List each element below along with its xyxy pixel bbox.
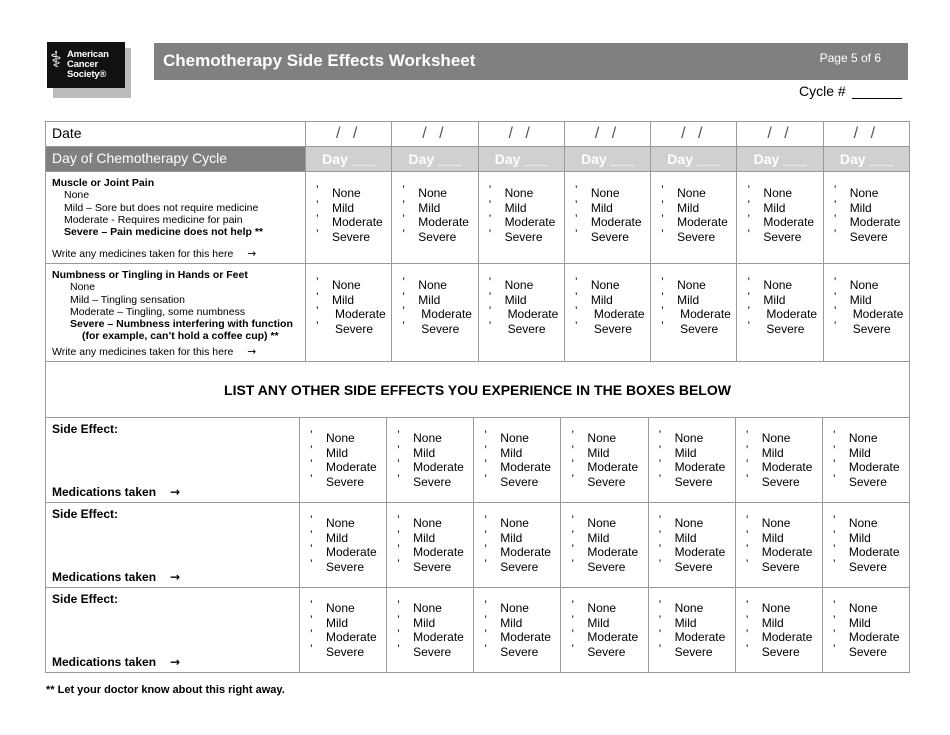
- severity-options: [478, 264, 564, 362]
- option-mild[interactable]: ’ Mild: [661, 293, 736, 308]
- option-mild[interactable]: ’ Mild: [834, 293, 909, 308]
- symptom-table: [45, 121, 910, 418]
- level-moderate: Moderate - Requires medicine for pain: [64, 213, 243, 226]
- option-severe[interactable]: ’ Severe: [575, 230, 650, 245]
- level-none: None: [70, 281, 96, 294]
- list-heading: LIST ANY OTHER SIDE EFFECTS YOU EXPERIENCE IN THE BOXES BELOW: [46, 362, 910, 418]
- option-mild[interactable]: ’ Mild: [659, 616, 735, 631]
- option-mild[interactable]: ’ Mild: [746, 446, 822, 461]
- option-mild[interactable]: ’ Mild: [397, 531, 473, 546]
- option-moderate[interactable]: ’ Moderate: [659, 630, 735, 645]
- option-moderate[interactable]: ’ Moderate: [316, 215, 391, 230]
- option-moderate[interactable]: ’ Moderate: [659, 460, 735, 475]
- severity-options: [823, 264, 909, 362]
- option-mild[interactable]: ’ Mild: [316, 293, 391, 308]
- option-moderate[interactable]: ’ Moderate: [397, 545, 473, 560]
- option-moderate[interactable]: ’ Moderate: [489, 307, 564, 322]
- symptom-title: Muscle or Joint Pain: [52, 177, 155, 189]
- date-label: Date: [46, 122, 306, 147]
- day-cell[interactable]: Day ___: [823, 147, 909, 172]
- severity-options: [474, 588, 561, 673]
- option-none[interactable]: ’ None: [489, 278, 564, 293]
- option-mild[interactable]: ’ Mild: [747, 293, 822, 308]
- severity-options: [651, 264, 737, 362]
- option-mild[interactable]: ’ Mild: [310, 616, 386, 631]
- option-moderate[interactable]: ’ Moderate: [747, 215, 822, 230]
- option-severe[interactable]: ’ Severe: [310, 560, 386, 575]
- level-severe-example: (for example, can’t hold a coffee cup) **: [82, 330, 279, 343]
- option-severe[interactable]: ’ Severe: [659, 475, 735, 490]
- level-mild: Mild – Sore but does not require medicine: [64, 201, 259, 214]
- option-severe[interactable]: ’ Severe: [833, 475, 909, 490]
- option-moderate[interactable]: ’ Moderate: [833, 630, 909, 645]
- option-moderate[interactable]: ’ Moderate: [833, 460, 909, 475]
- numbness-description: [46, 264, 306, 362]
- option-moderate[interactable]: ’ Moderate: [746, 460, 822, 475]
- date-cell[interactable]: / /: [737, 122, 823, 147]
- option-none[interactable]: ’ None: [747, 186, 822, 201]
- side-effect-label: Side Effect:: [52, 422, 119, 436]
- arrow-right-icon: →: [170, 485, 181, 499]
- severity-options: [823, 172, 909, 264]
- option-mild[interactable]: ’ Mild: [834, 201, 909, 216]
- severity-options: [651, 172, 737, 264]
- medications-taken-label: [52, 655, 180, 669]
- torch-icon: ⚕: [50, 48, 62, 73]
- date-cell[interactable]: / /: [306, 122, 392, 147]
- option-severe[interactable]: ’ Severe: [484, 560, 560, 575]
- severity-options: [822, 503, 909, 588]
- option-none[interactable]: ’ None: [310, 431, 386, 446]
- option-severe[interactable]: ’ Severe: [659, 645, 735, 660]
- day-cell[interactable]: Day ___: [306, 147, 392, 172]
- muscle-pain-description: [46, 172, 306, 264]
- option-severe[interactable]: ’ Severe: [746, 645, 822, 660]
- option-none[interactable]: ’ None: [484, 516, 560, 531]
- severity-options: [474, 418, 561, 503]
- severity-options: [392, 264, 478, 362]
- option-none[interactable]: ’ None: [833, 431, 909, 446]
- date-row: [46, 122, 910, 147]
- option-severe[interactable]: ’ Severe: [402, 322, 477, 337]
- severity-options: [561, 588, 648, 673]
- severity-options: [474, 503, 561, 588]
- option-severe[interactable]: ’ Severe: [834, 322, 909, 337]
- option-moderate[interactable]: ’ Moderate: [397, 460, 473, 475]
- option-none[interactable]: ’ None: [659, 516, 735, 531]
- severity-options: [387, 418, 474, 503]
- arrow-right-icon: →: [247, 345, 257, 358]
- severity-options: [564, 172, 650, 264]
- option-moderate[interactable]: ’ Moderate: [659, 545, 735, 560]
- medications-taken-label: [52, 485, 180, 499]
- option-none[interactable]: ’ None: [397, 601, 473, 616]
- option-severe[interactable]: ’ Severe: [571, 475, 647, 490]
- arrow-right-icon: →: [170, 655, 181, 669]
- write-medicines-text: Write any medicines taken for this here: [52, 247, 234, 260]
- severity-options: [387, 588, 474, 673]
- option-mild[interactable]: ’ Mild: [575, 201, 650, 216]
- side-effect-entry[interactable]: [46, 503, 300, 588]
- option-moderate[interactable]: ’ Moderate: [833, 545, 909, 560]
- side-effect-row: [46, 418, 910, 503]
- option-moderate[interactable]: ’ Moderate: [310, 630, 386, 645]
- medications-taken-label: [52, 570, 180, 584]
- write-medicines-note: [52, 346, 256, 358]
- option-none[interactable]: ’ None: [575, 278, 650, 293]
- option-severe[interactable]: ’ Severe: [746, 475, 822, 490]
- option-mild[interactable]: ’ Mild: [659, 531, 735, 546]
- option-severe[interactable]: ’ Severe: [747, 322, 822, 337]
- list-heading-row: [46, 362, 910, 418]
- logo-line-3: Society®: [67, 69, 107, 80]
- option-none[interactable]: ’ None: [316, 186, 391, 201]
- option-moderate[interactable]: ’ Moderate: [489, 215, 564, 230]
- option-mild[interactable]: ’ Mild: [310, 446, 386, 461]
- option-none[interactable]: ’ None: [310, 601, 386, 616]
- option-none[interactable]: ’ None: [397, 516, 473, 531]
- severity-options: [648, 588, 735, 673]
- american-cancer-society-logo: [47, 42, 129, 98]
- option-mild[interactable]: ’ Mild: [833, 446, 909, 461]
- option-none[interactable]: ’ None: [661, 186, 736, 201]
- option-none[interactable]: ’ None: [834, 278, 909, 293]
- side-effect-entry[interactable]: [46, 418, 300, 503]
- muscle-pain-row: [46, 172, 910, 264]
- option-mild[interactable]: ’ Mild: [659, 446, 735, 461]
- page-number: Page 5 of 6: [819, 51, 881, 65]
- severity-options: [737, 172, 823, 264]
- option-severe[interactable]: ’ Severe: [316, 322, 391, 337]
- option-severe[interactable]: ’ Severe: [484, 475, 560, 490]
- symptom-title: Numbness or Tingling in Hands or Feet: [52, 269, 248, 281]
- option-moderate[interactable]: ’ Moderate: [834, 215, 909, 230]
- option-mild[interactable]: ’ Mild: [746, 616, 822, 631]
- level-mild: Mild – Tingling sensation: [70, 293, 185, 306]
- option-none[interactable]: ’ None: [397, 431, 473, 446]
- day-row: [46, 147, 910, 172]
- option-moderate[interactable]: ’ Moderate: [571, 460, 647, 475]
- option-severe[interactable]: ’ Severe: [316, 230, 391, 245]
- option-moderate[interactable]: ’ Moderate: [316, 307, 391, 322]
- severity-options: [300, 588, 387, 673]
- footnote: ** Let your doctor know about this right away.: [46, 684, 285, 696]
- level-severe: Severe – Numbness interfering with function: [70, 318, 293, 331]
- write-medicines-note: [52, 248, 256, 260]
- option-mild[interactable]: ’ Mild: [571, 446, 647, 461]
- day-cell[interactable]: Day ___: [651, 147, 737, 172]
- option-none[interactable]: ’ None: [833, 601, 909, 616]
- option-severe[interactable]: ’ Severe: [571, 645, 647, 660]
- option-mild[interactable]: ’ Mild: [571, 531, 647, 546]
- arrow-right-icon: →: [170, 570, 181, 584]
- option-moderate[interactable]: ’ Moderate: [571, 545, 647, 560]
- option-none[interactable]: ’ None: [310, 516, 386, 531]
- option-severe[interactable]: ’ Severe: [661, 230, 736, 245]
- date-cell[interactable]: / /: [392, 122, 478, 147]
- cycle-number-field: [799, 83, 902, 99]
- severity-options: [387, 503, 474, 588]
- option-none[interactable]: ’ None: [746, 431, 822, 446]
- option-moderate[interactable]: ’ Moderate: [402, 215, 477, 230]
- option-moderate[interactable]: ’ Moderate: [402, 307, 477, 322]
- option-mild[interactable]: ’ Mild: [746, 531, 822, 546]
- option-mild[interactable]: ’ Mild: [310, 531, 386, 546]
- side-effect-entry[interactable]: [46, 588, 300, 673]
- option-mild[interactable]: ’ Mild: [833, 616, 909, 631]
- severity-options: [648, 418, 735, 503]
- side-effect-label: Side Effect:: [52, 507, 119, 521]
- option-mild[interactable]: ’ Mild: [402, 293, 477, 308]
- option-severe[interactable]: ’ Severe: [310, 475, 386, 490]
- side-effect-row: [46, 588, 910, 673]
- option-none[interactable]: ’ None: [402, 186, 477, 201]
- date-cell[interactable]: / /: [478, 122, 564, 147]
- write-medicines-text: Write any medicines taken for this here: [52, 345, 234, 358]
- option-severe[interactable]: ’ Severe: [661, 322, 736, 337]
- side-effect-row: [46, 503, 910, 588]
- option-mild[interactable]: ’ Mild: [575, 293, 650, 308]
- arrow-right-icon: →: [247, 247, 257, 260]
- day-label: Day of Chemotherapy Cycle: [46, 147, 306, 172]
- medications-text: Medications taken: [52, 570, 157, 584]
- option-moderate[interactable]: ’ Moderate: [575, 307, 650, 322]
- option-mild[interactable]: ’ Mild: [571, 616, 647, 631]
- option-severe[interactable]: ’ Severe: [834, 230, 909, 245]
- option-mild[interactable]: ’ Mild: [397, 446, 473, 461]
- severity-options: [306, 264, 392, 362]
- level-none: None: [64, 189, 90, 202]
- option-none[interactable]: ’ None: [484, 431, 560, 446]
- level-moderate: Moderate – Tingling, some numbness: [70, 305, 246, 318]
- option-none[interactable]: ’ None: [661, 278, 736, 293]
- severity-options: [737, 264, 823, 362]
- day-cell[interactable]: Day ___: [478, 147, 564, 172]
- option-severe[interactable]: ’ Severe: [310, 645, 386, 660]
- option-none[interactable]: ’ None: [659, 431, 735, 446]
- option-none[interactable]: ’ None: [484, 601, 560, 616]
- other-side-effects-table: [45, 417, 910, 673]
- severity-options: [822, 588, 909, 673]
- page-title: Chemotherapy Side Effects Worksheet: [163, 51, 476, 70]
- severity-options: [735, 503, 822, 588]
- option-moderate[interactable]: ’ Moderate: [484, 630, 560, 645]
- day-cell[interactable]: Day ___: [392, 147, 478, 172]
- option-severe[interactable]: ’ Severe: [571, 560, 647, 575]
- option-severe[interactable]: ’ Severe: [402, 230, 477, 245]
- option-severe[interactable]: ’ Severe: [489, 322, 564, 337]
- option-none[interactable]: ’ None: [746, 516, 822, 531]
- option-moderate[interactable]: ’ Moderate: [661, 307, 736, 322]
- option-mild[interactable]: ’ Mild: [833, 531, 909, 546]
- option-none[interactable]: ’ None: [575, 186, 650, 201]
- option-severe[interactable]: ’ Severe: [833, 560, 909, 575]
- severity-options: [822, 418, 909, 503]
- medications-text: Medications taken: [52, 655, 157, 669]
- option-severe[interactable]: ’ Severe: [484, 645, 560, 660]
- option-severe[interactable]: ’ Severe: [397, 560, 473, 575]
- option-none[interactable]: ’ None: [316, 278, 391, 293]
- date-cell[interactable]: / /: [823, 122, 909, 147]
- option-none[interactable]: ’ None: [571, 601, 647, 616]
- option-moderate[interactable]: ’ Moderate: [746, 630, 822, 645]
- severity-options: [300, 418, 387, 503]
- side-effect-label: Side Effect:: [52, 592, 119, 606]
- option-mild[interactable]: ’ Mild: [484, 531, 560, 546]
- logo-line-1: American: [67, 49, 109, 60]
- option-none[interactable]: ’ None: [402, 278, 477, 293]
- option-none[interactable]: ’ None: [659, 601, 735, 616]
- option-mild[interactable]: ’ Mild: [397, 616, 473, 631]
- severity-options: [561, 503, 648, 588]
- option-mild[interactable]: ’ Mild: [484, 446, 560, 461]
- option-mild[interactable]: ’ Mild: [747, 201, 822, 216]
- option-none[interactable]: ’ None: [571, 431, 647, 446]
- option-moderate[interactable]: ’ Moderate: [310, 545, 386, 560]
- day-cell[interactable]: Day ___: [737, 147, 823, 172]
- option-mild[interactable]: ’ Mild: [402, 201, 477, 216]
- option-severe[interactable]: ’ Severe: [833, 645, 909, 660]
- medications-text: Medications taken: [52, 485, 157, 499]
- option-moderate[interactable]: ’ Moderate: [661, 215, 736, 230]
- level-severe: Severe – Pain medicine does not help **: [64, 226, 263, 239]
- severity-options: [564, 264, 650, 362]
- title-bar: [154, 43, 908, 80]
- option-severe[interactable]: ’ Severe: [659, 560, 735, 575]
- date-cell[interactable]: / /: [651, 122, 737, 147]
- cycle-input-line[interactable]: [852, 84, 902, 99]
- option-severe[interactable]: ’ Severe: [489, 230, 564, 245]
- option-moderate[interactable]: ’ Moderate: [397, 630, 473, 645]
- option-mild[interactable]: ’ Mild: [316, 201, 391, 216]
- severity-options: [735, 418, 822, 503]
- option-mild[interactable]: ’ Mild: [489, 201, 564, 216]
- option-moderate[interactable]: ’ Moderate: [571, 630, 647, 645]
- option-severe[interactable]: ’ Severe: [397, 475, 473, 490]
- option-none[interactable]: ’ None: [489, 186, 564, 201]
- option-moderate[interactable]: ’ Moderate: [310, 460, 386, 475]
- option-moderate[interactable]: ’ Moderate: [746, 545, 822, 560]
- option-severe[interactable]: ’ Severe: [747, 230, 822, 245]
- option-severe[interactable]: ’ Severe: [397, 645, 473, 660]
- severity-options: [735, 588, 822, 673]
- option-moderate[interactable]: ’ Moderate: [747, 307, 822, 322]
- option-mild[interactable]: ’ Mild: [489, 293, 564, 308]
- cycle-label: Cycle #: [799, 83, 846, 99]
- option-none[interactable]: ’ None: [746, 601, 822, 616]
- severity-options: [392, 172, 478, 264]
- option-none[interactable]: ’ None: [747, 278, 822, 293]
- logo-line-2: Cancer: [67, 59, 99, 70]
- severity-options: [300, 503, 387, 588]
- numbness-row: [46, 264, 910, 362]
- option-moderate[interactable]: ’ Moderate: [484, 545, 560, 560]
- option-none[interactable]: ’ None: [834, 186, 909, 201]
- option-severe[interactable]: ’ Severe: [746, 560, 822, 575]
- severity-options: [306, 172, 392, 264]
- option-moderate[interactable]: ’ Moderate: [834, 307, 909, 322]
- option-severe[interactable]: ’ Severe: [575, 322, 650, 337]
- option-mild[interactable]: ’ Mild: [661, 201, 736, 216]
- option-none[interactable]: ’ None: [571, 516, 647, 531]
- severity-options: [648, 503, 735, 588]
- option-moderate[interactable]: ’ Moderate: [484, 460, 560, 475]
- date-cell[interactable]: / /: [564, 122, 650, 147]
- option-moderate[interactable]: ’ Moderate: [575, 215, 650, 230]
- option-mild[interactable]: ’ Mild: [484, 616, 560, 631]
- severity-options: [478, 172, 564, 264]
- day-cell[interactable]: Day ___: [564, 147, 650, 172]
- option-none[interactable]: ’ None: [833, 516, 909, 531]
- severity-options: [561, 418, 648, 503]
